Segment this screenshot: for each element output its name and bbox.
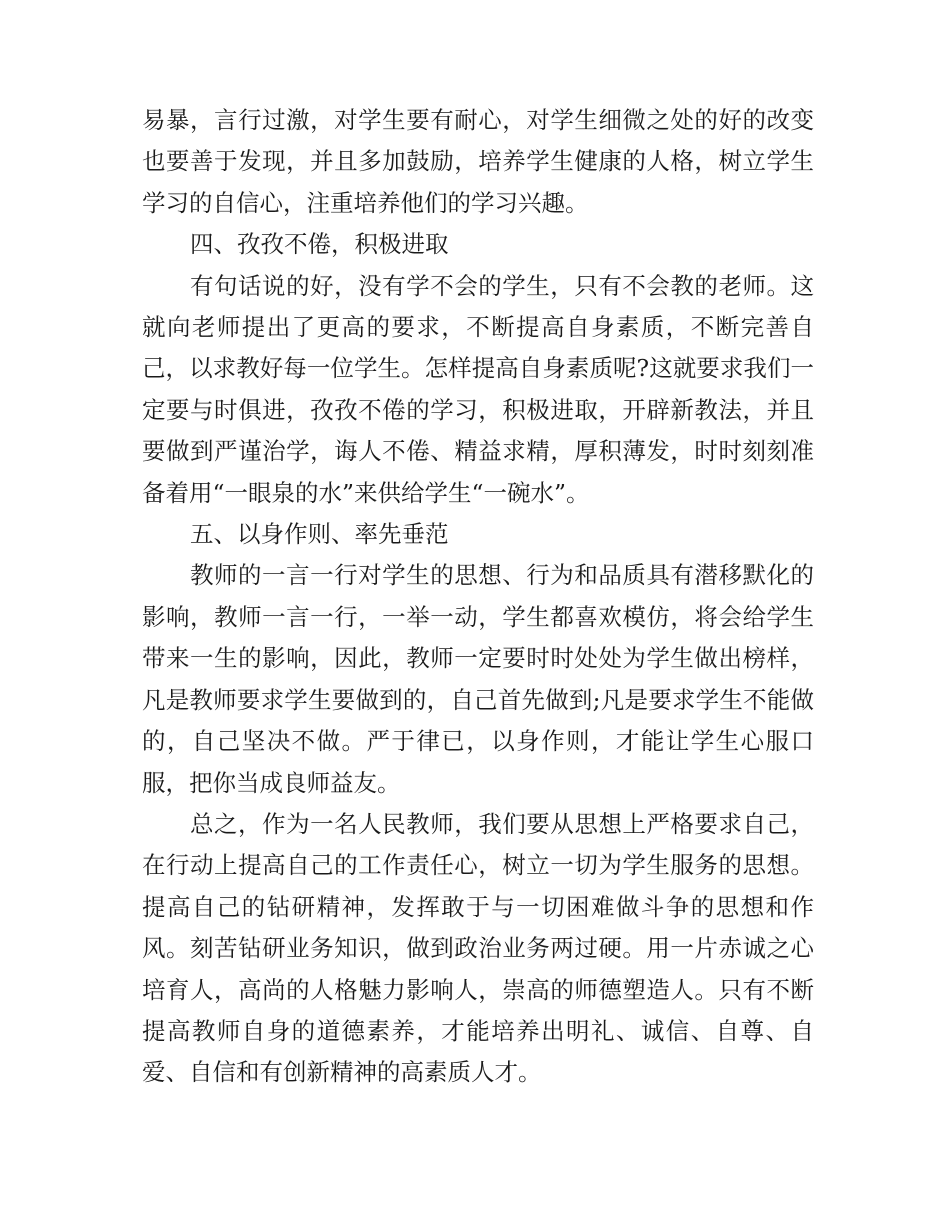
document-page — [142, 100, 814, 1094]
paragraph-continuation: 易暴，言行过激，对学生要有耐心，对学生细微之处的好的改变也要善于发现，并且多加鼓励，培养学生健康的人格，树立学生学习的自信心，注重培养他们的学习兴趣。 — [142, 106, 814, 217]
section-heading-four: 四、孜孜不倦，积极进取 — [190, 230, 449, 259]
paragraph-conclusion: 总之，作为一名人民教师，我们要从思想上严格要求自己，在行动上提高自己的工作责任心，树立一切为学生服务的思想。提高自己的钻研精神，发挥敢于与一切困难做斗争的思想和作风。刻苦钻研业务知识，做到政治业务两过硬。用一片赤诚之心培育人，高尚的人格魅力影响人，崇高的师德塑造人。只有不断提高教师自身的道德素养，才能培养出明礼、诚信、自尊、自爱、自信和有创新精神的高素质人才。 — [142, 809, 814, 1087]
paragraph-role-model: 教师的一言一行对学生的思想、行为和品质具有潜移默化的影响，教师一言一行，一举一动，学生都喜欢模仿，将会给学生带来一生的影响，因此，教师一定要时时处处为学生做出榜样，凡是教师要求学生要做到的，自己首先做到;凡是要求学生不能做的，自己坚决不做。严于律已，以身作则，才能让学生心服口服，把你当成良师益友。 — [142, 561, 814, 797]
paragraph-diligence: 有句话说的好，没有学不会的学生，只有不会教的老师。这就向老师提出了更高的要求，不断提高自身素质，不断完善自己，以求教好每一位学生。怎样提高自身素质呢?这就要求我们一定要与时俱进，孜孜不倦的学习，积极进取，开辟新教法，并且要做到严谨治学，诲人不倦、精益求精，厚积薄发，时时刻刻准备着用“一眼泉的水”来供给学生“一碗水”。 — [142, 271, 814, 507]
section-heading-five: 五、以身作则、率先垂范 — [190, 520, 449, 549]
